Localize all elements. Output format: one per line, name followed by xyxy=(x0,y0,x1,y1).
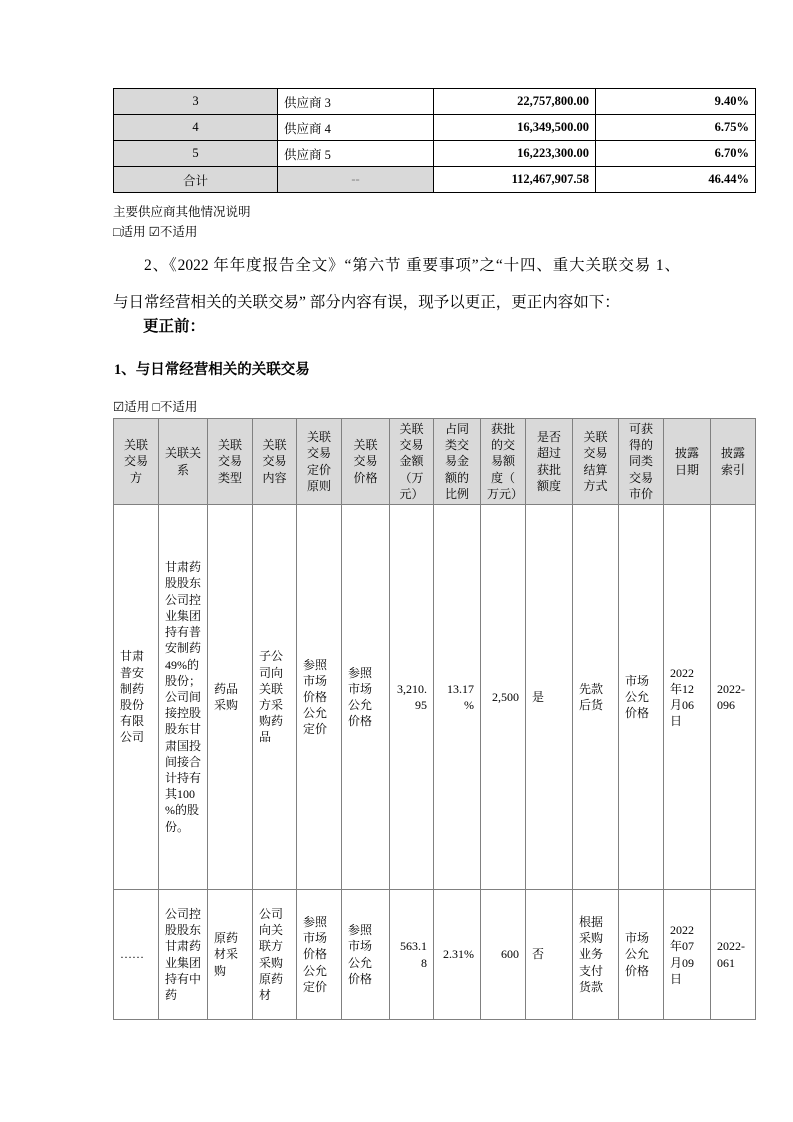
related-transactions-table xyxy=(113,418,755,1020)
col-header-pricing-principle: 关联交易定价原则 xyxy=(297,419,342,505)
cell-pricing-principle: 参照市场价格公允定价 xyxy=(297,505,342,890)
cell-exceeds-quota: 是 xyxy=(526,505,573,890)
cell-disclosure-date: 2022年12月06日 xyxy=(664,505,711,890)
col-header-disclosure-index: 披露索引 xyxy=(711,419,756,505)
cell-disclosure-index: 2022-096 xyxy=(711,505,756,890)
supplier-name: 供应商 5 xyxy=(278,141,434,167)
supplier-total-dash: -- xyxy=(278,167,434,193)
supplier-amount: 16,223,300.00 xyxy=(434,141,596,167)
supplier-applicable-checkboxes: □适用 ☑不适用 xyxy=(113,225,198,239)
cell-market-price: 市场公允价格 xyxy=(619,505,664,890)
supplier-row xyxy=(114,141,756,167)
cell-settlement: 根据采购业务支付货款 xyxy=(573,890,619,1020)
supplier-rank: 3 xyxy=(114,89,278,115)
supplier-amount: 16,349,500.00 xyxy=(434,115,596,141)
cell-exceeds-quota: 否 xyxy=(526,890,573,1020)
col-header-approved-quota: 获批的交易额度（万元） xyxy=(481,419,526,505)
cell-price: 参照市场公允价格 xyxy=(342,890,390,1020)
col-header-party: 关联交易方 xyxy=(114,419,159,505)
cell-party: …… xyxy=(114,890,159,1020)
cell-content: 公司向关联方采购原药材 xyxy=(253,890,297,1020)
cell-relationship: 公司控股股东甘肃药业集团持有中药 xyxy=(159,890,208,1020)
col-header-disclosure-date: 披露日期 xyxy=(664,419,711,505)
cell-party: 甘肃普安制药股份有限公司 xyxy=(114,505,159,890)
correction-paragraph xyxy=(113,247,680,321)
supplier-total-amount: 112,467,907.58 xyxy=(434,167,596,193)
section-applicable-checkboxes: ☑适用 □不适用 xyxy=(113,400,198,414)
related-table-header-row xyxy=(114,419,756,505)
related-transaction-row xyxy=(114,505,756,890)
col-header-content: 关联交易内容 xyxy=(253,419,297,505)
cell-disclosure-index: 2022-061 xyxy=(711,890,756,1020)
cell-type: 药品采购 xyxy=(208,505,253,890)
cell-approved-quota: 600 xyxy=(481,890,526,1020)
supplier-row xyxy=(114,89,756,115)
related-transaction-row xyxy=(114,890,756,1020)
supplier-rank: 5 xyxy=(114,141,278,167)
col-header-settlement: 关联交易结算方式 xyxy=(573,419,619,505)
supplier-percent: 6.75% xyxy=(596,115,756,141)
supplier-percent: 9.40% xyxy=(596,89,756,115)
paragraph-line-1: 2、《2022 年年度报告全文》“第六节 重要事项”之“十四、重大关联交易 1、 xyxy=(144,257,680,274)
supplier-name: 供应商 3 xyxy=(278,89,434,115)
cell-ratio: 13.17% xyxy=(434,505,481,890)
cell-pricing-principle: 参照市场价格公允定价 xyxy=(297,890,342,1020)
cell-disclosure-date: 2022年07月09日 xyxy=(664,890,711,1020)
cell-amount: 3,210.95 xyxy=(390,505,434,890)
supplier-rank: 4 xyxy=(114,115,278,141)
supplier-total-percent: 46.44% xyxy=(596,167,756,193)
supplier-name: 供应商 4 xyxy=(278,115,434,141)
heading-before-correction: 更正前： xyxy=(143,318,206,335)
cell-market-price: 市场公允价格 xyxy=(619,890,664,1020)
cell-price: 参照市场公允价格 xyxy=(342,505,390,890)
col-header-relationship: 关联关系 xyxy=(159,419,208,505)
supplier-amount: 22,757,800.00 xyxy=(434,89,596,115)
cell-settlement: 先款后货 xyxy=(573,505,619,890)
supplier-note-label: 主要供应商其他情况说明 xyxy=(113,205,251,219)
col-header-market-price: 可获得的同类交易市价 xyxy=(619,419,664,505)
col-header-type: 关联交易类型 xyxy=(208,419,253,505)
cell-content: 子公司向关联方采购药品 xyxy=(253,505,297,890)
section-title: 1、与日常经营相关的关联交易 xyxy=(114,362,310,378)
supplier-table xyxy=(113,88,755,193)
supplier-total-row xyxy=(114,167,756,193)
col-header-amount: 关联交易金额（万元） xyxy=(390,419,434,505)
supplier-percent: 6.70% xyxy=(596,141,756,167)
cell-approved-quota: 2,500 xyxy=(481,505,526,890)
cell-ratio: 2.31% xyxy=(434,890,481,1020)
cell-amount: 563.18 xyxy=(390,890,434,1020)
paragraph-line-2: 与日常经营相关的关联交易” 部分内容有误，现予以更正，更正内容如下： xyxy=(113,294,620,311)
supplier-total-label: 合计 xyxy=(114,167,278,193)
col-header-price: 关联交易价格 xyxy=(342,419,390,505)
cell-relationship: 甘肃药股股东公司控业集团持有普安制药49%的股份；公司间接控股股东甘肃国投间接合计持有其100%的股份。 xyxy=(159,505,208,890)
col-header-exceeds-quota: 是否超过获批额度 xyxy=(526,419,573,505)
col-header-ratio: 占同类交易金额的比例 xyxy=(434,419,481,505)
cell-type: 原药材采购 xyxy=(208,890,253,1020)
supplier-row xyxy=(114,115,756,141)
